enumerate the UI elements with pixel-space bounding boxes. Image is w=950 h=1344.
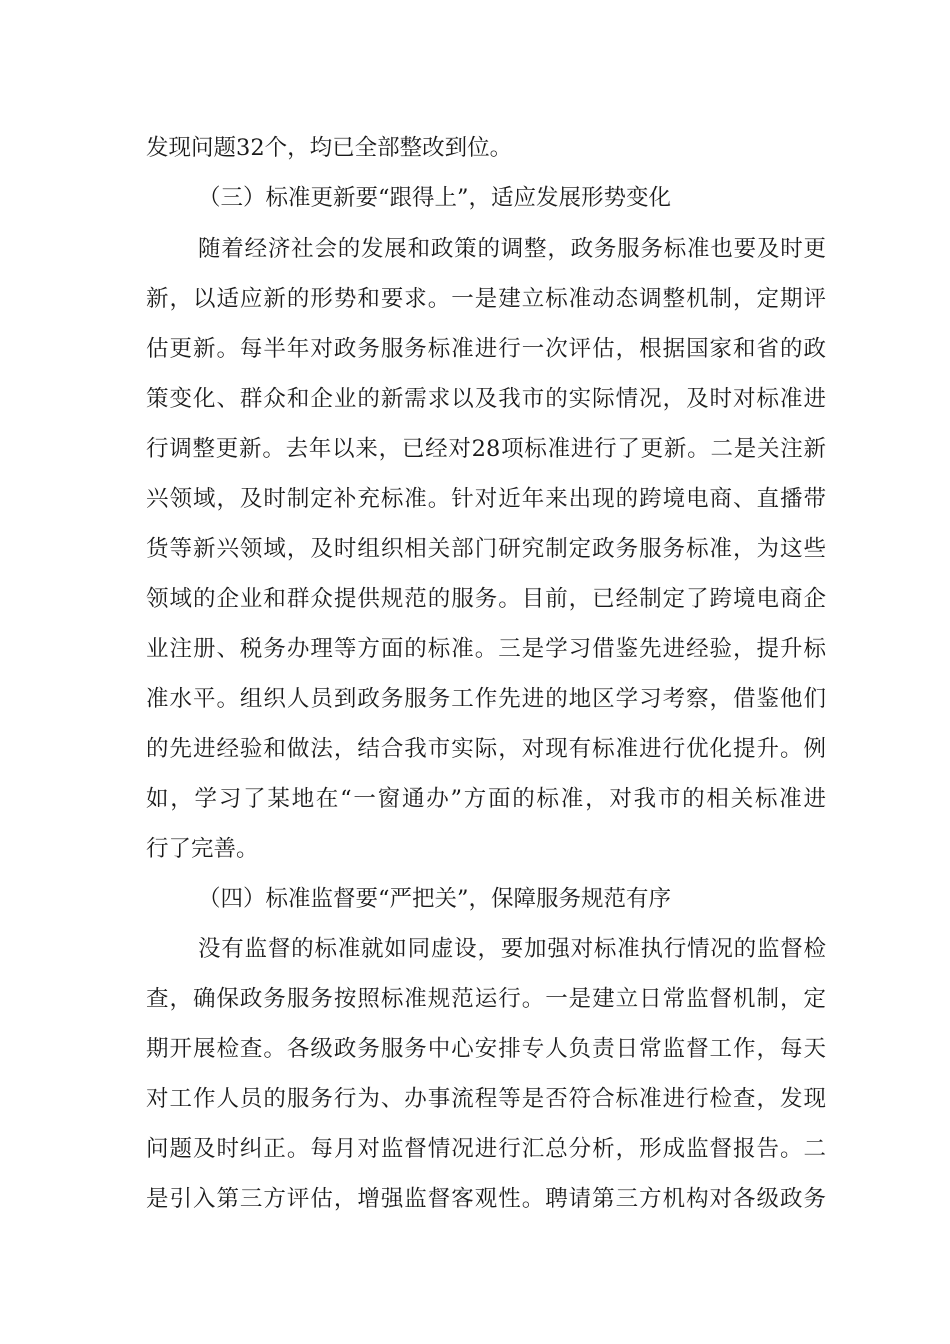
paragraph-line: 期开展检查。各级政务服务中心安排专人负责日常监督工作，每天 — [146, 1036, 826, 1062]
paragraph-line: 对工作人员的服务行为、办事流程等是否符合标准进行检查，发现 — [146, 1086, 826, 1112]
paragraph-line: 策变化、群众和企业的新需求以及我市的实际情况，及时对标准进 — [146, 386, 826, 412]
paragraph-line: 领域的企业和群众提供规范的服务。目前，已经制定了跨境电商企 — [146, 586, 826, 612]
paragraph-line: 是引入第三方评估，增强监督客观性。聘请第三方机构对各级政务 — [146, 1186, 826, 1212]
paragraph-line-closing: 发现问题32个，均已全部整改到位。 — [146, 135, 513, 161]
section-heading-3: （三）标准更新要“跟得上”，适应发展形势变化 — [198, 185, 672, 211]
paragraph-line: 没有监督的标准就如同虚设，要加强对标准执行情况的监督检 — [198, 936, 826, 962]
paragraph-line: 如，学习了某地在“一窗通办”方面的标准，对我市的相关标准进 — [146, 786, 826, 812]
paragraph-line: 兴领域，及时制定补充标准。针对近年来出现的跨境电商、直播带 — [146, 486, 826, 512]
paragraph-line: 随着经济社会的发展和政策的调整，政务服务标准也要及时更 — [198, 236, 826, 262]
paragraph-line: 业注册、税务办理等方面的标准。三是学习借鉴先进经验，提升标 — [146, 636, 826, 662]
paragraph-line: 的先进经验和做法，结合我市实际，对现有标准进行优化提升。例 — [146, 736, 826, 762]
section-heading-4: （四）标准监督要“严把关”，保障服务规范有序 — [198, 886, 672, 912]
paragraph-line: 行调整更新。去年以来，已经对28项标准进行了更新。二是关注新 — [146, 436, 826, 462]
paragraph-line: 估更新。每半年对政务服务标准进行一次评估，根据国家和省的政 — [146, 336, 826, 362]
paragraph-line: 问题及时纠正。每月对监督情况进行汇总分析，形成监督报告。二 — [146, 1136, 826, 1162]
paragraph-line: 新，以适应新的形势和要求。一是建立标准动态调整机制，定期评 — [146, 286, 826, 312]
paragraph-line: 准水平。组织人员到政务服务工作先进的地区学习考察，借鉴他们 — [146, 686, 826, 712]
paragraph-line: 行了完善。 — [146, 836, 259, 862]
paragraph-line: 货等新兴领域，及时组织相关部门研究制定政务服务标准，为这些 — [146, 536, 826, 562]
paragraph-line: 查，确保政务服务按照标准规范运行。一是建立日常监督机制，定 — [146, 986, 826, 1012]
